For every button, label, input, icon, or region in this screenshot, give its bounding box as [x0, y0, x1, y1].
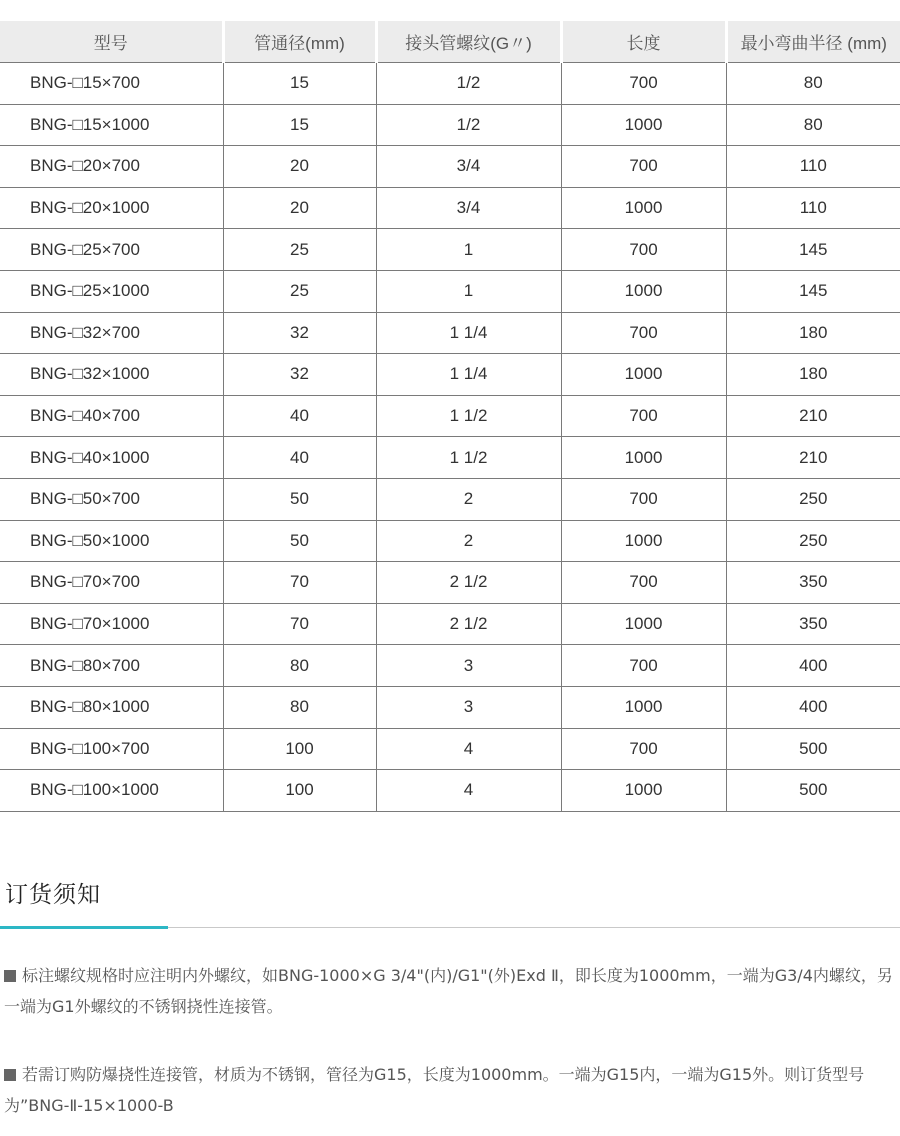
cell-length: 1000	[561, 520, 726, 562]
cell-thread: 1 1/4	[376, 354, 561, 396]
table-row	[0, 187, 900, 229]
cell-length: 1000	[561, 104, 726, 146]
cell-bore: 70	[223, 562, 376, 604]
cell-bend-radius: 110	[726, 146, 900, 188]
cell-thread: 1/2	[376, 63, 561, 105]
header-model: 型号	[0, 21, 223, 63]
cell-bore: 32	[223, 312, 376, 354]
cell-bore: 20	[223, 146, 376, 188]
cell-bend-radius: 210	[726, 395, 900, 437]
cell-bore: 80	[223, 686, 376, 728]
cell-bend-radius: 145	[726, 229, 900, 271]
cell-bend-radius: 210	[726, 437, 900, 479]
header-length: 长度	[561, 21, 726, 63]
ordering-note	[4, 960, 898, 1022]
cell-model: BNG-□25×700	[0, 229, 223, 271]
table-row	[0, 104, 900, 146]
cell-thread: 4	[376, 770, 561, 812]
cell-bend-radius: 80	[726, 104, 900, 146]
cell-thread: 1 1/2	[376, 437, 561, 479]
cell-bore: 32	[223, 354, 376, 396]
cell-bore: 40	[223, 395, 376, 437]
cell-model: BNG-□80×1000	[0, 686, 223, 728]
table-row	[0, 562, 900, 604]
header-bore: 管通径(mm)	[223, 21, 376, 63]
cell-model: BNG-□32×1000	[0, 354, 223, 396]
table-row	[0, 354, 900, 396]
cell-length: 1000	[561, 437, 726, 479]
cell-bore: 100	[223, 770, 376, 812]
table-row	[0, 478, 900, 520]
table-row	[0, 728, 900, 770]
cell-length: 700	[561, 562, 726, 604]
table-row	[0, 645, 900, 687]
header-bend-radius: 最小弯曲半径 (mm)	[726, 21, 900, 63]
cell-length: 700	[561, 728, 726, 770]
cell-length: 1000	[561, 270, 726, 312]
cell-bend-radius: 400	[726, 645, 900, 687]
table-row	[0, 686, 900, 728]
ordering-title: 订货须知	[5, 882, 101, 908]
cell-length: 700	[561, 312, 726, 354]
cell-bend-radius: 500	[726, 770, 900, 812]
cell-bend-radius: 500	[726, 728, 900, 770]
table-row	[0, 63, 900, 105]
cell-length: 1000	[561, 603, 726, 645]
cell-bend-radius: 350	[726, 562, 900, 604]
cell-model: BNG-□100×700	[0, 728, 223, 770]
cell-model: BNG-□40×1000	[0, 437, 223, 479]
cell-thread: 2	[376, 478, 561, 520]
cell-bend-radius: 180	[726, 354, 900, 396]
table-row	[0, 520, 900, 562]
cell-bend-radius: 110	[726, 187, 900, 229]
cell-model: BNG-□50×1000	[0, 520, 223, 562]
square-bullet-icon	[4, 970, 16, 982]
table-row	[0, 270, 900, 312]
table-row	[0, 395, 900, 437]
cell-thread: 1 1/2	[376, 395, 561, 437]
cell-length: 1000	[561, 354, 726, 396]
cell-model: BNG-□25×1000	[0, 270, 223, 312]
cell-bend-radius: 180	[726, 312, 900, 354]
cell-thread: 2 1/2	[376, 562, 561, 604]
cell-thread: 3/4	[376, 187, 561, 229]
cell-length: 1000	[561, 686, 726, 728]
cell-bore: 25	[223, 229, 376, 271]
cell-thread: 3	[376, 645, 561, 687]
cell-model: BNG-□20×1000	[0, 187, 223, 229]
cell-model: BNG-□70×1000	[0, 603, 223, 645]
cell-length: 700	[561, 395, 726, 437]
cell-bend-radius: 350	[726, 603, 900, 645]
cell-bend-radius: 80	[726, 63, 900, 105]
cell-bore: 70	[223, 603, 376, 645]
cell-model: BNG-□32×700	[0, 312, 223, 354]
cell-length: 1000	[561, 187, 726, 229]
cell-model: BNG-□80×700	[0, 645, 223, 687]
cell-bend-radius: 400	[726, 686, 900, 728]
section-divider-accent	[0, 926, 168, 929]
cell-bend-radius: 250	[726, 478, 900, 520]
cell-bore: 50	[223, 520, 376, 562]
cell-model: BNG-□100×1000	[0, 770, 223, 812]
cell-bore: 100	[223, 728, 376, 770]
cell-bore: 40	[223, 437, 376, 479]
cell-thread: 3	[376, 686, 561, 728]
cell-thread: 1 1/4	[376, 312, 561, 354]
table-row	[0, 603, 900, 645]
cell-length: 700	[561, 478, 726, 520]
square-bullet-icon	[4, 1069, 16, 1081]
cell-bore: 80	[223, 645, 376, 687]
table-header-row	[0, 21, 900, 63]
cell-bore: 15	[223, 104, 376, 146]
cell-model: BNG-□15×1000	[0, 104, 223, 146]
cell-model: BNG-□20×700	[0, 146, 223, 188]
cell-thread: 4	[376, 728, 561, 770]
cell-model: BNG-□15×700	[0, 63, 223, 105]
cell-bend-radius: 250	[726, 520, 900, 562]
table-body	[0, 63, 900, 812]
cell-length: 700	[561, 63, 726, 105]
table-row	[0, 146, 900, 188]
cell-thread: 1	[376, 229, 561, 271]
table-row	[0, 229, 900, 271]
cell-thread: 1/2	[376, 104, 561, 146]
cell-bore: 50	[223, 478, 376, 520]
cell-length: 700	[561, 146, 726, 188]
cell-bend-radius: 145	[726, 270, 900, 312]
cell-length: 1000	[561, 770, 726, 812]
ordering-note-text: 标注螺纹规格时应注明内外螺纹，如BNG-1000×G 3/4"(内)/G1"(外)Exd Ⅱ，即长度为1000mm，一端为G3/4内螺纹，另一端为G1外螺纹的不锈钢挠性连接管。	[4, 966, 893, 1016]
cell-thread: 2 1/2	[376, 603, 561, 645]
header-thread: 接头管螺纹(G〃)	[376, 21, 561, 63]
cell-bore: 25	[223, 270, 376, 312]
cell-model: BNG-□50×700	[0, 478, 223, 520]
table-row	[0, 312, 900, 354]
cell-thread: 3/4	[376, 146, 561, 188]
cell-bore: 20	[223, 187, 376, 229]
cell-bore: 15	[223, 63, 376, 105]
cell-model: BNG-□70×700	[0, 562, 223, 604]
ordering-note	[4, 1059, 898, 1121]
spec-table	[0, 21, 900, 812]
cell-model: BNG-□40×700	[0, 395, 223, 437]
cell-length: 700	[561, 229, 726, 271]
ordering-note-text: 若需订购防爆挠性连接管，材质为不锈钢，管径为G15，长度为1000mm。一端为G15内，一端为G15外。则订货型号为”BNG-Ⅱ-15×1000-B	[4, 1065, 865, 1115]
table-row	[0, 770, 900, 812]
table-row	[0, 437, 900, 479]
cell-thread: 1	[376, 270, 561, 312]
cell-thread: 2	[376, 520, 561, 562]
cell-length: 700	[561, 645, 726, 687]
